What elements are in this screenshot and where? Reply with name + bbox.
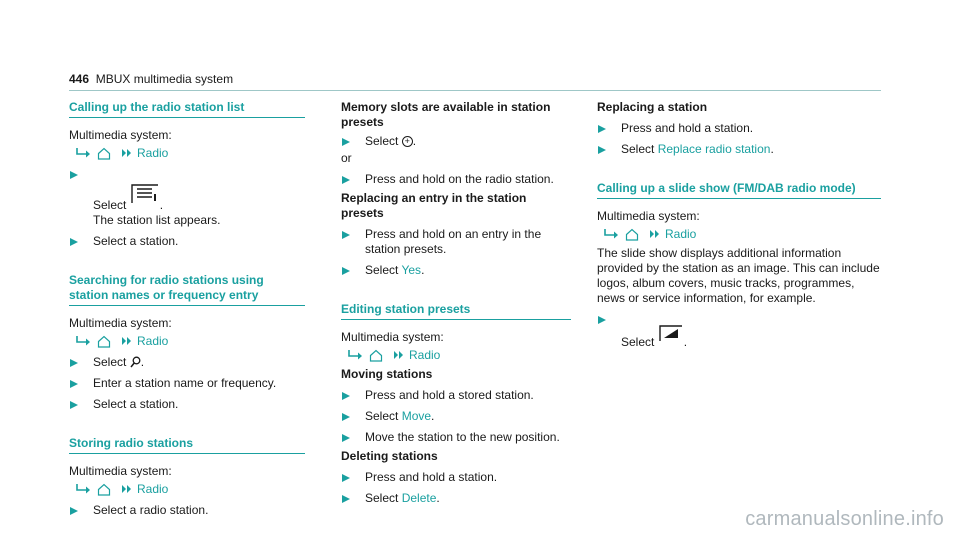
multimedia-system-label: Multimedia system: xyxy=(69,316,172,330)
multimedia-system-label: Multimedia system: xyxy=(597,209,700,223)
watermark-url: carmanualsonline.info xyxy=(745,508,944,530)
search-icon[interactable] xyxy=(130,355,141,370)
replacing-station-heading: Replacing a station xyxy=(597,100,708,114)
radio-link[interactable]: Radio xyxy=(137,481,169,496)
step-select-yes xyxy=(341,263,571,278)
radio-link[interactable]: Radio xyxy=(409,347,441,362)
bullet-icon xyxy=(69,397,93,410)
step-select-station xyxy=(69,234,305,249)
step-text: . xyxy=(683,335,688,349)
step-select-replace xyxy=(597,142,881,157)
step-text: Select a station. xyxy=(93,397,179,411)
moving-stations-heading: Moving stations xyxy=(341,367,433,381)
section-heading-editing: Editing station presets xyxy=(341,302,571,320)
bullet-icon xyxy=(341,263,365,276)
bullet-icon xyxy=(69,234,93,247)
step-text: Press and hold a station. xyxy=(621,121,754,135)
step-text: Select xyxy=(365,134,399,148)
double-chevron-icon xyxy=(393,350,405,360)
path-arrow-icon xyxy=(347,349,363,361)
page-header xyxy=(69,72,233,87)
bullet-icon xyxy=(341,409,365,422)
step-select-delete xyxy=(341,491,571,506)
radio-link[interactable]: Radio xyxy=(137,145,169,160)
step-text: . xyxy=(770,142,774,156)
multimedia-system-label: Multimedia system: xyxy=(69,128,172,142)
path-arrow-icon xyxy=(75,483,91,495)
step-select-move xyxy=(341,409,571,424)
bullet-icon xyxy=(69,376,93,389)
section-heading-storing: Storing radio stations xyxy=(69,436,305,454)
menu-path xyxy=(75,481,305,497)
path-arrow-icon xyxy=(603,228,619,240)
section-heading-slideshow: Calling up a slide show (FM/DAB radio mode) xyxy=(597,181,881,199)
step-text: Select xyxy=(365,491,399,505)
bullet-icon xyxy=(341,134,365,147)
step-select-radio-station xyxy=(69,503,305,518)
double-chevron-icon xyxy=(649,229,661,239)
step-text: Move the station to the new position. xyxy=(365,430,560,444)
home-icon[interactable] xyxy=(97,147,111,160)
menu-path xyxy=(75,333,305,349)
step-text: Select xyxy=(365,409,399,423)
list-icon[interactable] xyxy=(130,183,160,213)
step-text: . xyxy=(140,355,145,369)
menu-path xyxy=(603,226,881,242)
bullet-icon xyxy=(69,355,93,368)
home-icon[interactable] xyxy=(625,228,639,241)
step-enter-station xyxy=(69,376,305,391)
deleting-stations-heading: Deleting stations xyxy=(341,449,438,463)
replace-radio-station-link[interactable]: Replace radio station xyxy=(657,142,771,156)
step-press-hold-station xyxy=(597,121,881,136)
step-text: . xyxy=(159,198,164,212)
step-text: Select xyxy=(365,263,399,277)
step-text: Press and hold a station. xyxy=(365,470,498,484)
step-text: . xyxy=(421,263,425,277)
bullet-icon xyxy=(341,388,365,401)
slideshow-icon[interactable] xyxy=(658,324,684,350)
radio-link[interactable]: Radio xyxy=(137,333,169,348)
delete-link[interactable]: Delete xyxy=(401,491,437,505)
step-select-search xyxy=(69,355,305,370)
step-press-hold xyxy=(341,172,571,187)
move-link[interactable]: Move xyxy=(401,409,432,423)
column-3 xyxy=(597,100,881,352)
bullet-icon xyxy=(597,121,621,134)
step-press-hold-station xyxy=(341,470,571,485)
section-heading-station-list: Calling up the radio station list xyxy=(69,100,305,118)
bullet-icon xyxy=(341,491,365,504)
column-1 xyxy=(69,100,305,520)
bullet-icon xyxy=(597,312,621,325)
or-text: or xyxy=(341,151,352,165)
step-result: The station list appears. xyxy=(93,213,221,227)
step-text: . xyxy=(431,409,435,423)
step-move-station xyxy=(341,430,571,445)
bullet-icon xyxy=(341,172,365,185)
yes-link[interactable]: Yes xyxy=(401,263,422,277)
bullet-icon xyxy=(341,430,365,443)
path-arrow-icon xyxy=(75,147,91,159)
replacing-entry-heading: Replacing an entry in the station presets xyxy=(341,191,527,220)
step-text: . xyxy=(436,491,440,505)
bullet-icon xyxy=(69,167,93,180)
multimedia-system-label: Multimedia system: xyxy=(69,464,172,478)
radio-link[interactable]: Radio xyxy=(665,226,697,241)
step-select-slideshow xyxy=(597,312,881,350)
double-chevron-icon xyxy=(121,148,133,158)
step-text: . xyxy=(412,134,417,148)
menu-path xyxy=(347,347,571,363)
step-text: Press and hold a stored station. xyxy=(365,388,534,402)
home-icon[interactable] xyxy=(97,335,111,348)
slideshow-description: The slide show displays additional information provided by the station as an image. This can include logos, album covers, music tracks, programmes, news or service information, for example. xyxy=(597,246,880,305)
step-text: Press and hold on the radio station. xyxy=(365,172,554,186)
path-arrow-icon xyxy=(75,335,91,347)
step-press-hold-entry xyxy=(341,227,571,257)
step-text: Enter a station name or frequency. xyxy=(93,376,277,390)
home-icon[interactable] xyxy=(97,483,111,496)
step-text: Select xyxy=(621,142,655,156)
step-text: Select xyxy=(621,335,655,349)
step-select-plus xyxy=(341,134,571,149)
chapter-title: MBUX multimedia system xyxy=(95,72,234,86)
section-heading-search: Searching for radio stations using station names or frequency entry xyxy=(69,273,305,306)
step-press-hold-stored xyxy=(341,388,571,403)
step-text: Select a station. xyxy=(93,234,179,248)
step-text: Press and hold on an entry in the station presets. xyxy=(365,227,542,256)
double-chevron-icon xyxy=(121,484,133,494)
bullet-icon xyxy=(597,142,621,155)
step-select-list xyxy=(69,167,305,228)
bullet-icon xyxy=(69,503,93,516)
memory-slots-heading: Memory slots are available in station presets xyxy=(341,100,551,129)
page-number: 446 xyxy=(69,72,90,86)
menu-path xyxy=(75,145,305,161)
step-text: Select xyxy=(93,355,127,369)
home-icon[interactable] xyxy=(369,349,383,362)
step-text: Select a radio station. xyxy=(93,503,209,517)
bullet-icon xyxy=(341,227,365,240)
multimedia-system-label: Multimedia system: xyxy=(341,330,444,344)
header-divider xyxy=(69,90,881,91)
double-chevron-icon xyxy=(121,336,133,346)
step-select-station xyxy=(69,397,305,412)
plus-icon[interactable]: + xyxy=(402,136,413,147)
bullet-icon xyxy=(341,470,365,483)
column-2 xyxy=(341,100,571,508)
step-text: Select xyxy=(93,198,127,212)
